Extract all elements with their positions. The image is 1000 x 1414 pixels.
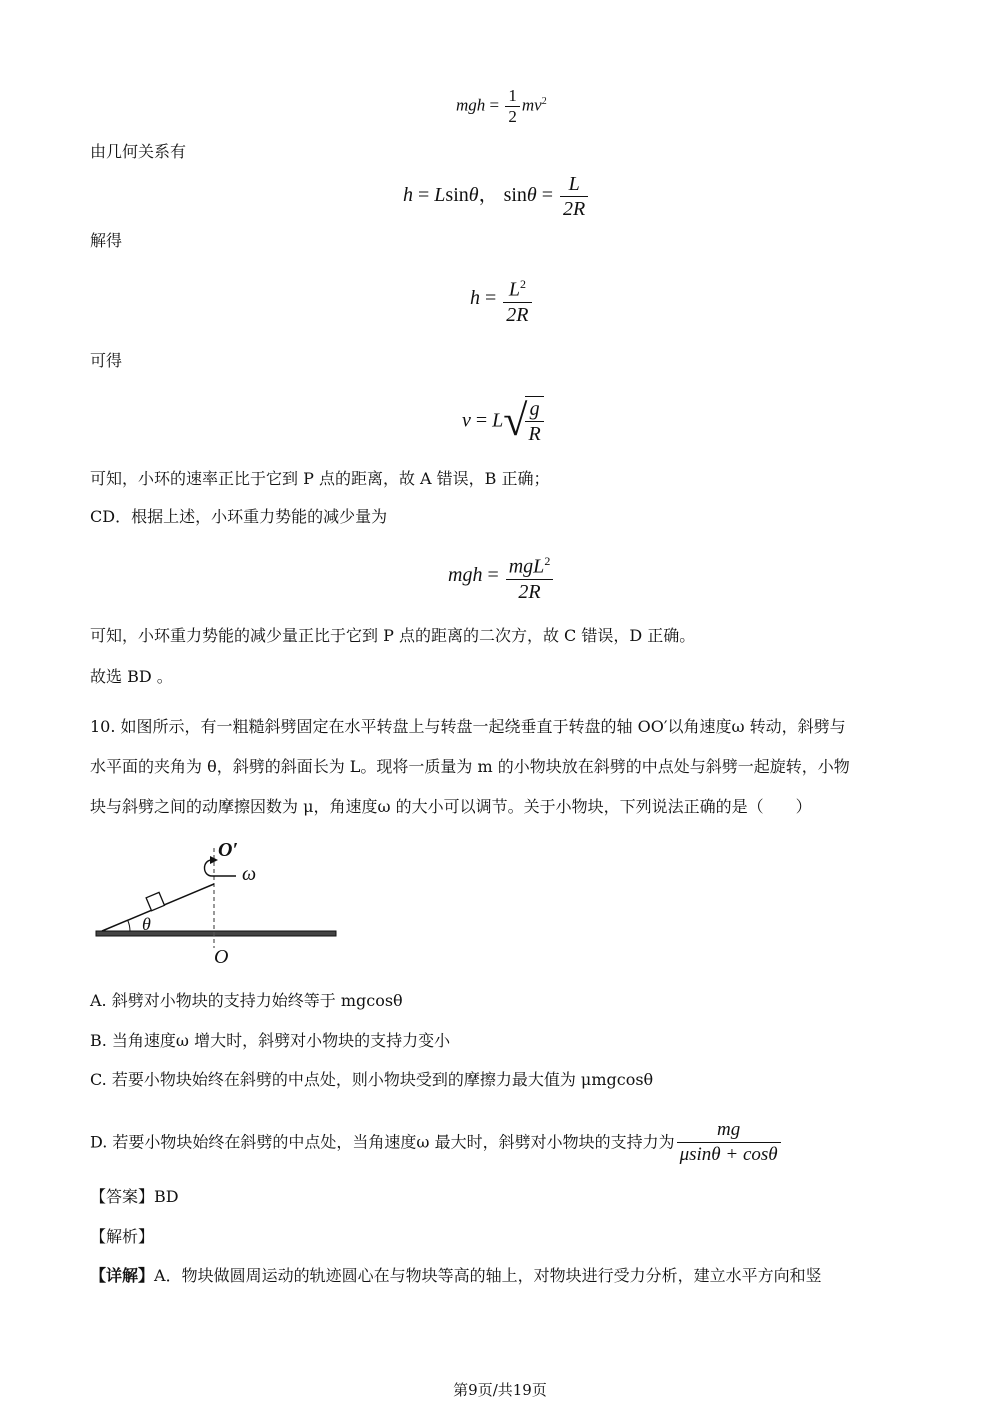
label-omega: ω [242,863,257,885]
page-footer: 第9页/共19页 [453,1381,547,1399]
omega-arrow [205,860,237,876]
angle-arc [128,921,130,932]
eq-lhs: mgh [456,95,486,115]
label-theta: θ [142,914,151,934]
option-d-fraction: $\frac{mg}{\mu\sin\theta + \cos\theta}$ [677,1118,781,1167]
incline-figure [90,830,350,970]
question-10-line2: 水平面的夹角为 θ，斜劈的斜面长为 L。现将一质量为 m 的小物块放在斜劈的中点处与斜劈一起旋转，小物 [90,757,850,776]
turntable [96,931,336,936]
question-10-line3: 块与斜劈之间的动摩擦因数为 μ，角速度ω 的大小可以调节。关于小物块，下列说法正确的是（ ） [90,797,812,816]
fraction-half: $\frac{1}{2}$ [505,86,520,127]
small-block [146,892,164,910]
option-c: C. 若要小物块始终在斜劈的中点处，则小物块受到的摩擦力最大值为 μmgcosθ [90,1070,654,1089]
equation-h: h = $\frac{L^2}{2R}$ [470,272,534,327]
text-choose: 故选 BD 。 [90,667,173,686]
text-kede: 可得 [90,351,123,370]
fraction-L-2R: $\frac{L}{2R}$ [560,172,588,221]
detail-text: A．物块做圆周运动的轨迹圆心在与物块等高的轴上，对物块进行受力分析，建立水平方向和竖 [154,1266,822,1285]
equation-potential: mgh = $\frac{mgL^2}{2R}$ [448,549,555,604]
label-o: O [214,946,229,968]
equation-energy: mgh = $\frac{1}{2}$ $mv^2$ [456,86,547,126]
analysis-label: 【解析】 [90,1227,155,1246]
answer: 【答案】BD [90,1187,179,1206]
label-o-prime: O′ [218,839,239,861]
option-d [90,1116,783,1168]
option-d-text: D. 若要小物块始终在斜劈的中点处，当角速度ω 最大时，斜劈对小物块的支持力为 [90,1132,675,1152]
detail-label: 【详解】 [90,1266,155,1285]
sqrt-sign: √ [503,396,528,445]
option-a: A. 斜劈对小物块的支持力始终等于 mgcosθ [90,991,403,1010]
text-conclusion-cd: 可知，小环重力势能的减少量正比于它到 P 点的距离的二次方，故 C 错误，D 正确。 [90,626,696,645]
equation-velocity: v = L√ $\frac{g}{R}$ [462,396,546,446]
eq-sign: = [489,95,500,115]
question-10-line1: 10. 如图所示，有一粗糙斜劈固定在水平转盘上与转盘一起绕垂直于转盘的轴 OO′以角速度ω 转动，斜劈与 [90,717,846,736]
option-b: B. 当角速度ω 增大时，斜劈对小物块的支持力变小 [90,1031,451,1050]
text-cd-intro: CD．根据上述，小环重力势能的减少量为 [90,507,388,526]
equation-geometry: h = Lsinθ， sinθ = $\frac{L}{2R}$ [403,172,590,221]
text-conclusion-ab: 可知，小环的速率正比于它到 P 点的距离，故 A 错误，B 正确； [90,469,550,488]
detail [90,1266,822,1286]
text-jiede: 解得 [90,231,123,250]
text-geometry: 由几何关系有 [90,142,187,161]
